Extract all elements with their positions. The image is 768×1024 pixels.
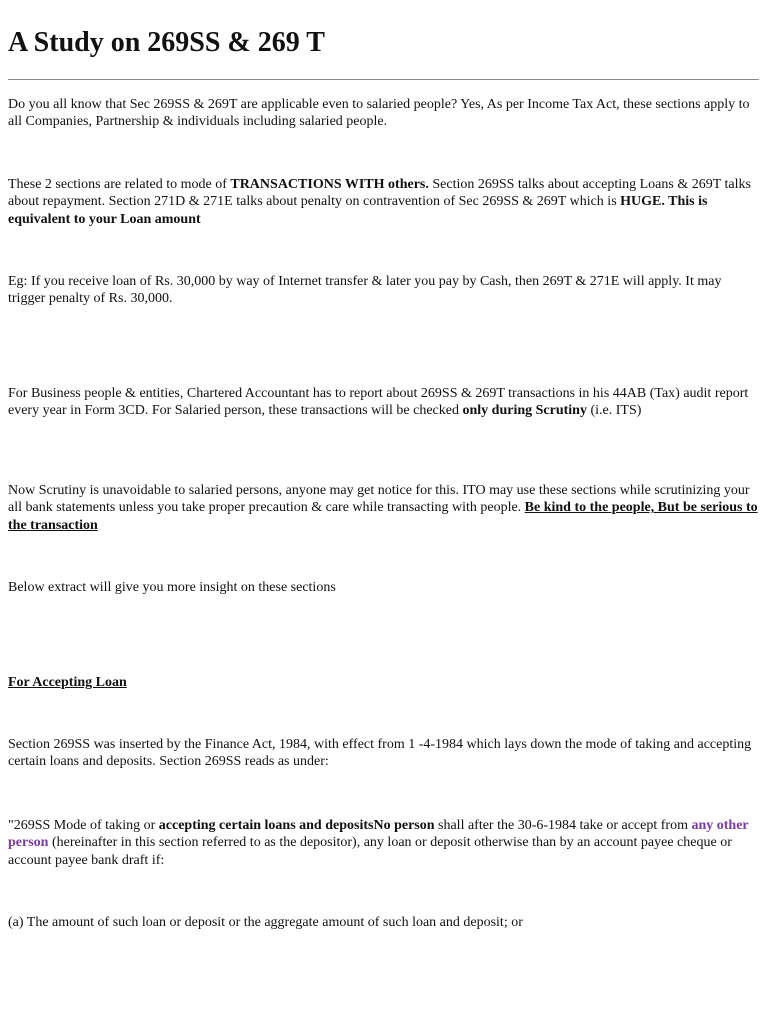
text-span: For Business people & entities, Chartered Accountant has to report about 269SS & 269T transactions in his 44AB (Tax) audit report every year in Form 3CD. For Salaried person, these transactions will be checked bbox=[8, 386, 749, 419]
bold-text: accepting certain loans and depositsNo person bbox=[158, 818, 435, 833]
page-title: A Study on 269SS & 269 T bbox=[8, 27, 325, 58]
section-heading: For Accepting Loan bbox=[8, 675, 127, 690]
text-span: These 2 sections are related to mode of bbox=[8, 177, 231, 192]
scrutiny-paragraph bbox=[8, 482, 760, 534]
text-span: (i.e. ITS) bbox=[586, 403, 642, 419]
example-paragraph: Eg: If you receive loan of Rs. 30,000 by way of Internet transfer & later you pay by Cash, then 269T & 271E will apply. It may trigger penalty of Rs. 30,000. bbox=[8, 274, 722, 307]
text-span: Section 269SS talks about accepting Loans & 269T talks about repayment. Section 271D & 271E talks about penalty on contravention of Sec 269SS & 269T which is bbox=[8, 177, 751, 210]
intro-paragraph: Do you all know that Sec 269SS & 269T are applicable even to salaried people? Yes, As per Income Tax Act, these sections apply to all Companies, Partnership & individuals including salaried people. bbox=[8, 97, 750, 130]
bold-text: TRANSACTIONS WITH others. bbox=[230, 177, 429, 192]
text-span: shall after the 30-6-1984 take or accept from bbox=[434, 818, 692, 833]
bold-text: HUGE. This is equivalent to your Loan amount bbox=[8, 194, 708, 227]
text-span: "269SS Mode of taking or bbox=[8, 818, 159, 833]
text-span: (hereinafter in this section referred to as the depositor), any loan or deposit otherwise than by an account payee cheque or account payee bank draft if: bbox=[8, 835, 732, 868]
transactions-paragraph bbox=[8, 176, 760, 228]
quote-paragraph bbox=[8, 817, 760, 869]
underlined-bold-text: Be kind to the people, But be serious to the transaction bbox=[8, 500, 758, 533]
accepting-loan-heading bbox=[8, 674, 760, 691]
section-269ss-paragraph: Section 269SS was inserted by the Finance Act, 1984, with effect from 1 -4-1984 which lays down the mode of taking and accepting certain loans and deposits. Section 269SS reads as under: bbox=[8, 737, 752, 770]
business-paragraph bbox=[8, 385, 760, 420]
clause-a-paragraph: (a) The amount of such loan or deposit or the aggregate amount of such loan and deposit; or bbox=[8, 915, 523, 930]
bold-text: only during Scrutiny bbox=[462, 403, 587, 419]
text-span: Now Scrutiny is unavoidable to salaried persons, anyone may get notice for this. ITO may use these sections while scrutinizing your all bank statements unless you take proper precaution & care while transacting with people. bbox=[8, 483, 750, 516]
extract-intro-paragraph: Below extract will give you more insight on these sections bbox=[8, 580, 336, 595]
horizontal-rule bbox=[8, 79, 759, 80]
highlighted-text: any other person bbox=[8, 818, 749, 851]
